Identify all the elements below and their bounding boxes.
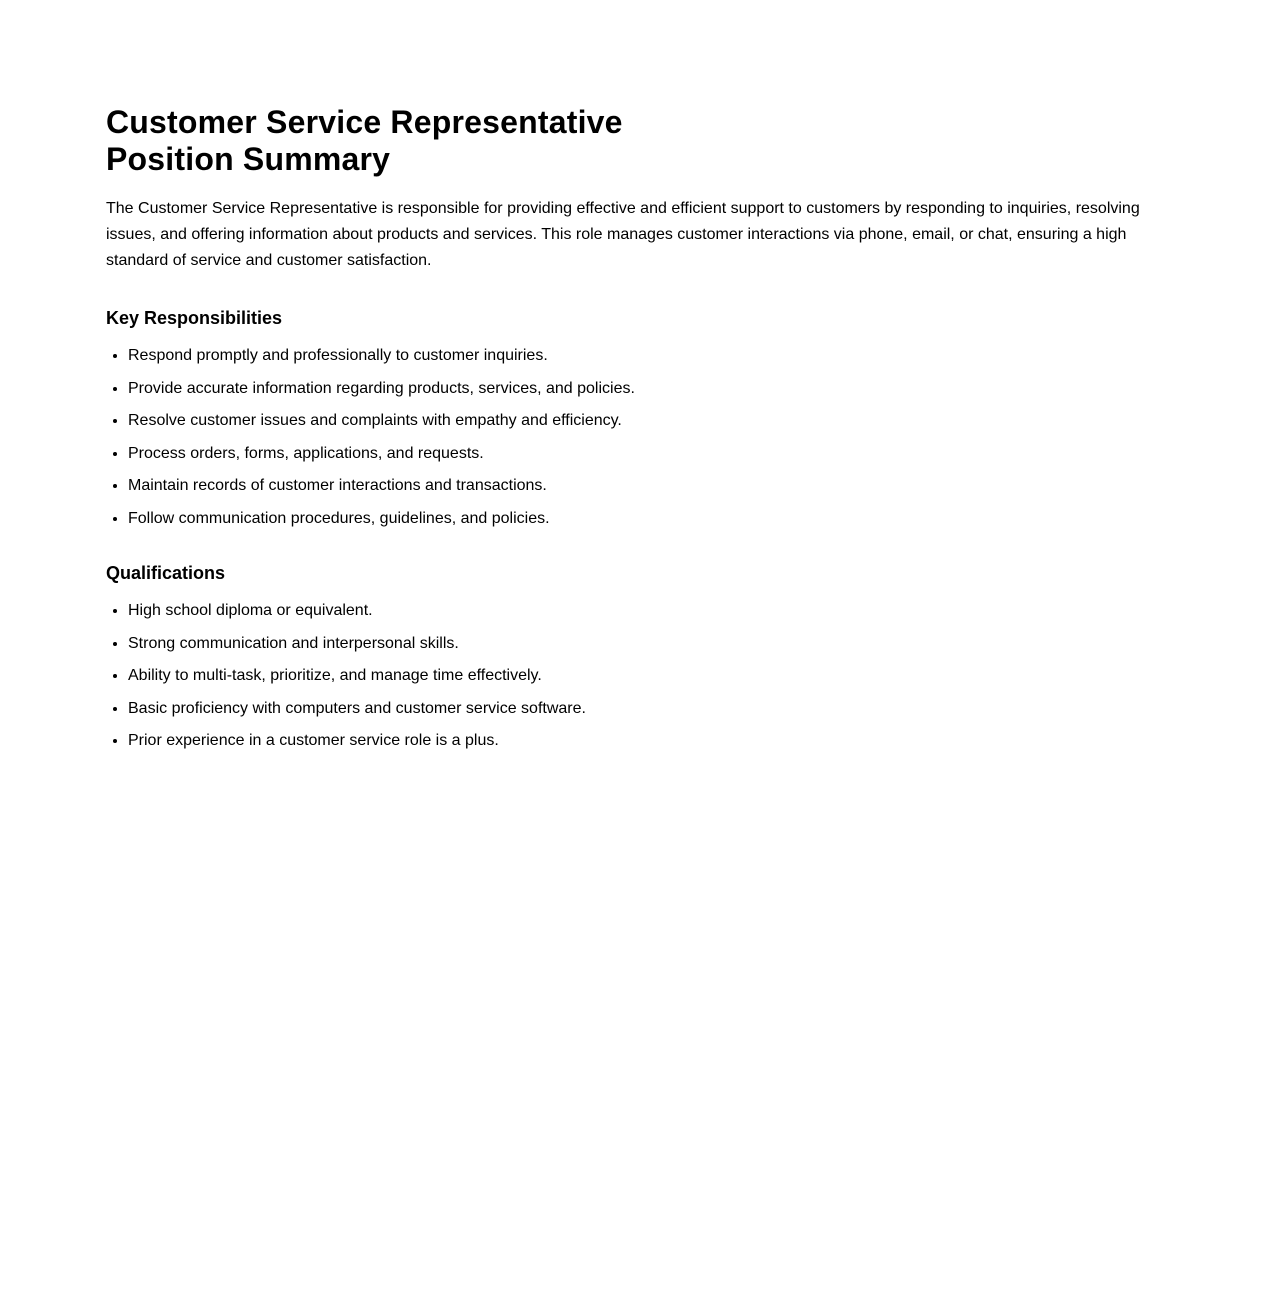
list-item: • Resolve customer issues and complaints with empathy and efficiency. xyxy=(128,411,1156,431)
responsibilities-heading: Key Responsibilities xyxy=(106,308,283,328)
list-item: • Strong communication and interpersonal skills. xyxy=(128,634,1156,654)
list-item: • Process orders, forms, applications, and requests. xyxy=(128,444,1156,464)
qualifications-list xyxy=(106,601,1156,751)
list-item: • High school diploma or equivalent. xyxy=(128,601,1156,621)
document-page xyxy=(106,104,1156,751)
position-summary: The Customer Service Representative is responsible for providing effective and efficient support to customers by responding to inquiries, resolving issues, and offering information about products and services. This role manages customer interactions via phone, email, or chat, ensuring a high standard of service and customer satisfaction. xyxy=(106,200,1140,269)
page-title xyxy=(106,104,1156,178)
responsibilities-list xyxy=(106,346,1156,529)
list-item: • Follow communication procedures, guidelines, and policies. xyxy=(128,509,1156,529)
list-item: • Ability to multi-task, prioritize, and manage time effectively. xyxy=(128,666,1156,686)
title-line-1: Customer Service Representative xyxy=(106,104,623,140)
list-item: • Provide accurate information regarding products, services, and policies. xyxy=(128,379,1156,399)
qualifications-heading: Qualifications xyxy=(106,562,226,583)
list-item: • Respond promptly and professionally to customer inquiries. xyxy=(128,346,1156,366)
title-line-2: Position Summary xyxy=(106,141,391,177)
list-item: • Prior experience in a customer service role is a plus. xyxy=(128,731,1156,751)
list-item: • Basic proficiency with computers and customer service software. xyxy=(128,699,1156,719)
list-item: • Maintain records of customer interactions and transactions. xyxy=(128,476,1156,496)
